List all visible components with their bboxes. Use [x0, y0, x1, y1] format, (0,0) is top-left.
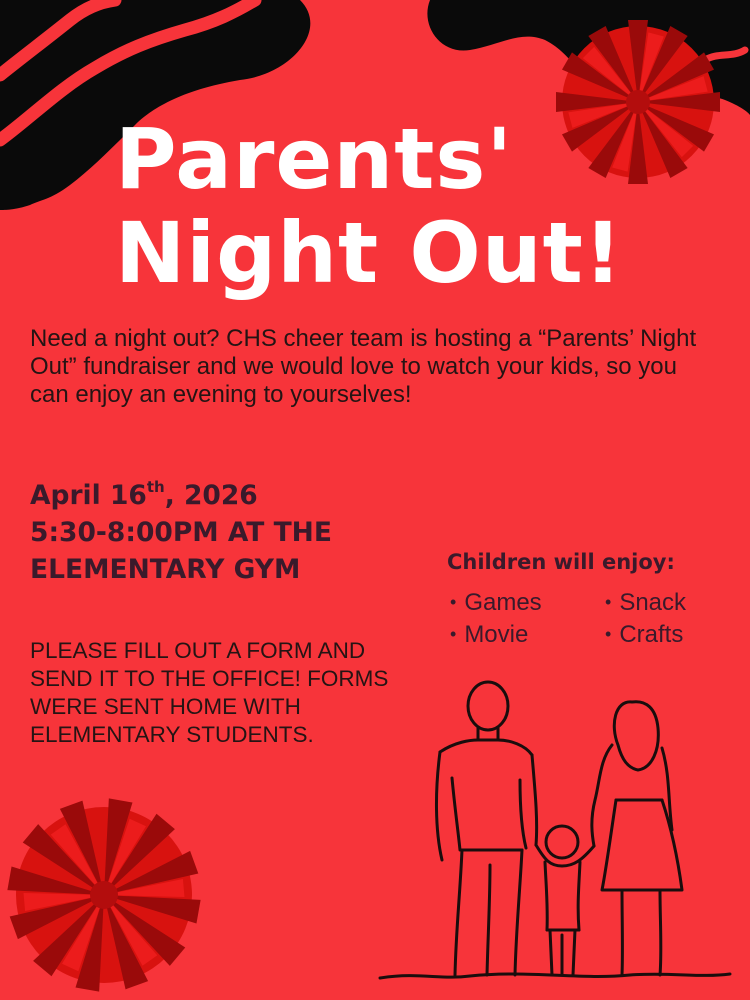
event-date [30, 477, 332, 514]
event-month-day: April 16 [30, 480, 147, 511]
father-figure [436, 682, 536, 975]
enjoy-item-games: • Games [450, 589, 542, 616]
event-place: ELEMENTARY GYM [30, 554, 301, 585]
event-year: , 2026 [164, 480, 258, 511]
enjoy-item-crafts: • Crafts [605, 621, 684, 648]
intro-paragraph: Need a night out? CHS cheer team is hosting a “Parents’ Night Out” fundraiser and we would love to watch your kids, so you can enjoy an evening to yourselves! [30, 325, 697, 408]
enjoy-item-movie: • Movie [450, 621, 529, 648]
event-date-ordinal: th [146, 478, 165, 496]
mother-figure [592, 702, 682, 975]
title-line-2: Night Out! [115, 204, 624, 302]
form-instructions: PLEASE FILL OUT A FORM AND SEND IT TO THE OFFICE! FORMS WERE SENT HOME WITH ELEMENTARY STUDENTS. [30, 638, 389, 747]
event-time: 5:30-8:00PM AT THE [30, 517, 332, 548]
child-figure [536, 826, 594, 975]
enjoy-item-snack: • Snack [605, 589, 687, 616]
title-line-1: Parents' [115, 110, 514, 208]
event-details [30, 477, 332, 588]
poster-title [115, 112, 623, 300]
enjoy-heading: Children will enjoy: [447, 550, 675, 574]
